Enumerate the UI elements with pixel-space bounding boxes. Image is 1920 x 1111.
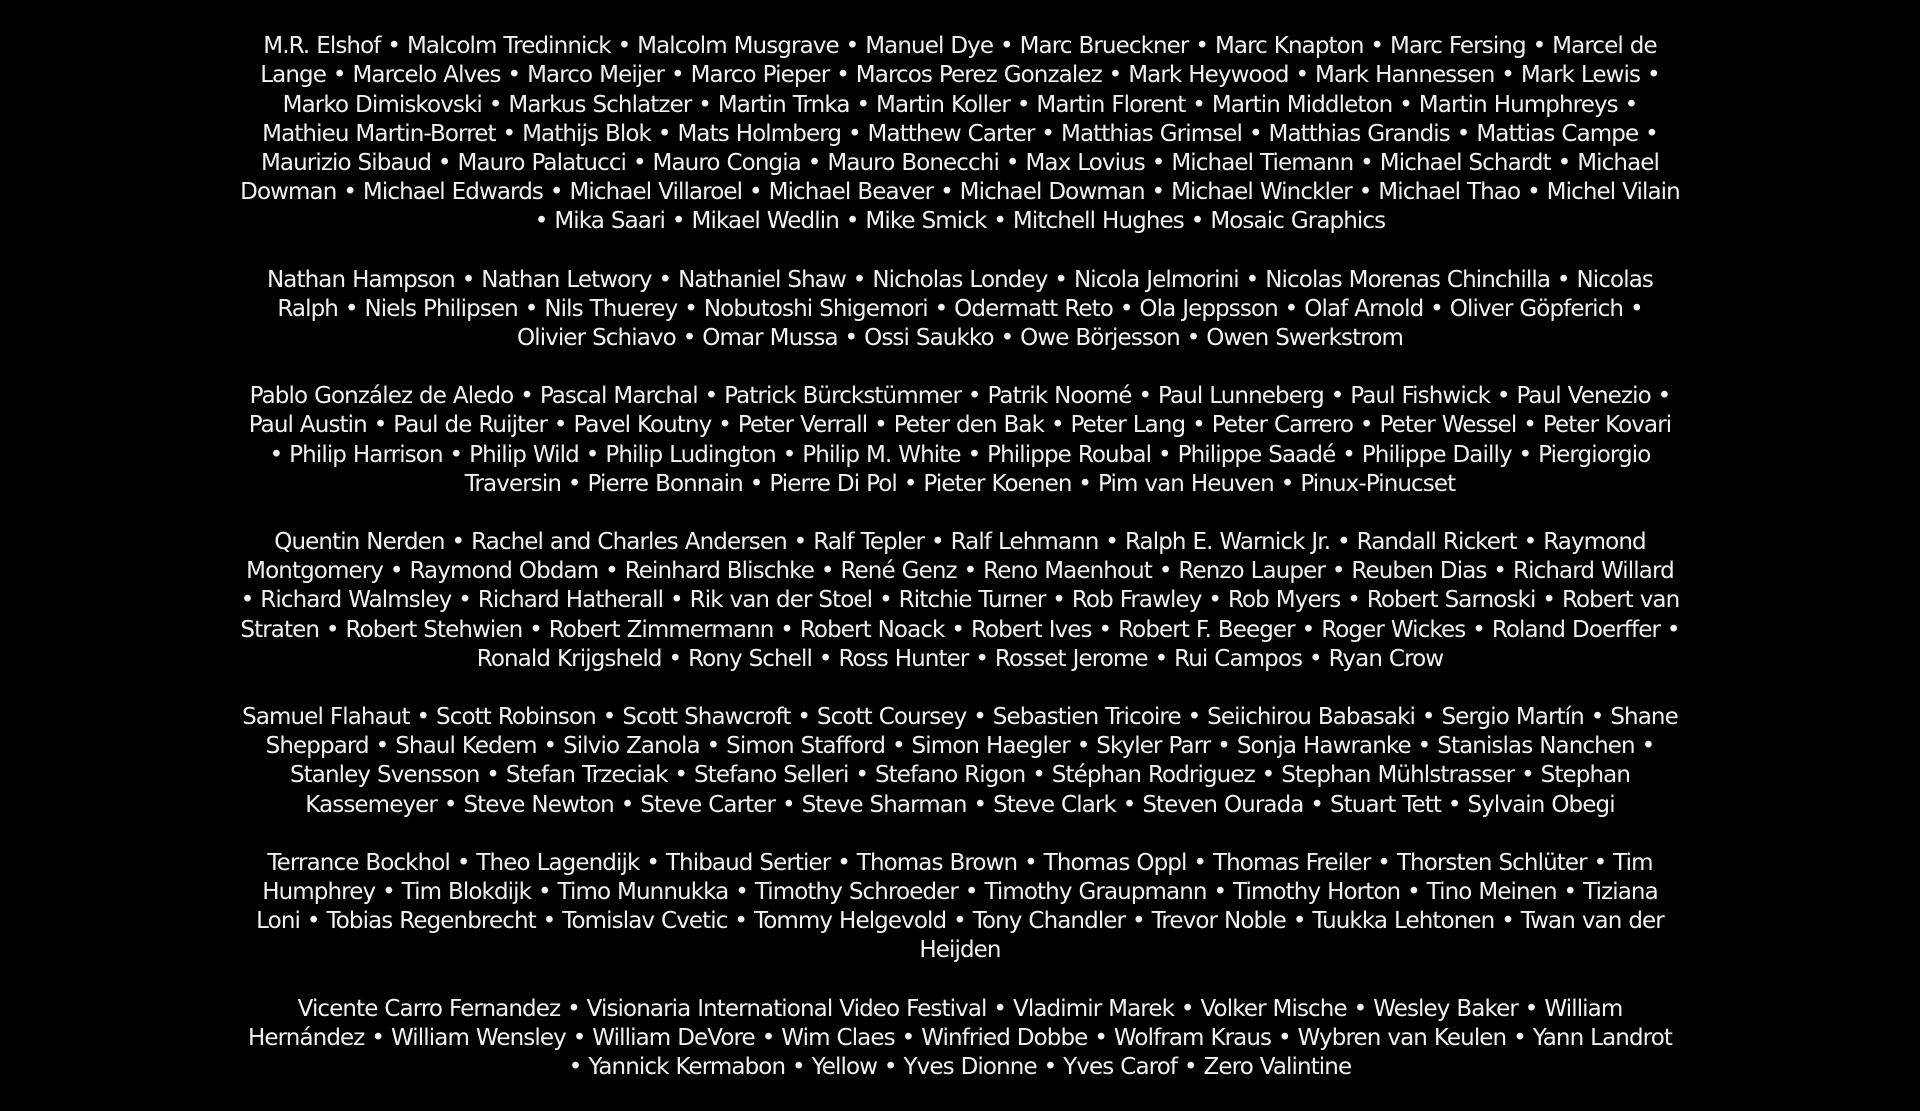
credits-paragraph-s: Samuel Flahaut • Scott Robinson • Scott Shawcroft • Scott Coursey • Sebastien Tricoire • Seiichirou Babasaki • Sergio Martín • Shane Sheppard • Shaul Kedem • Silvio Zanola • Simon Stafford • Simon Haegler • Skyler Parr • Sonja Hawranke • Stanislas Nanchen • Stanley Svensson • Stefan Trzeciak • Stefano Selleri • Stefano Rigon • Stéphan Rodriguez • Stephan Mühlstrasser • Stephan Kassemeyer • Steve Newton • Steve Carter • Steve Sharman • Steve Clark • Steven Ourada • Stuart Tett • Sylvain Obegi: [242, 704, 1678, 818]
credits-paragraph-p: Pablo González de Aledo • Pascal Marchal • Patrick Bürckstümmer • Patrik Noomé • Paul Lunneberg • Paul Fishwick • Paul Venezio • Paul Austin • Paul de Ruijter • Pavel Koutny • Peter Verrall • Peter den Bak • Peter Lang • Peter Carrero • Peter Wessel • Peter Kovari • Philip Harrison • Philip Wild • Philip Ludington • Philip M. White • Philippe Roubal • Philippe Saadé • Philippe Dailly • Piergiorgio Traversin • Pierre Bonnain • Pierre Di Pol • Pieter Koenen • Pim van Heuven • Pinux-Pinucset: [248, 383, 1672, 497]
credits-paragraph-n-o: Nathan Hampson • Nathan Letwory • Nathaniel Shaw • Nicholas Londey • Nicola Jelmorini • Nicolas Morenas Chinchilla • Nicolas Ralph • Niels Philipsen • Nils Thuerey • Nobutoshi Shigemori • Odermatt Reto • Ola Jeppsson • Olaf Arnold • Oliver Göpferich • Olivier Schiavo • Omar Mussa • Ossi Saukko • Owe Börjesson • Owen Swerkstrom: [267, 266, 1653, 352]
credits-paragraph-m: M.R. Elshof • Malcolm Tredinnick • Malcolm Musgrave • Manuel Dye • Marc Brueckner • Marc Knapton • Marc Fersing • Marcel de Lange • Marcelo Alves • Marco Meijer • Marco Pieper • Marcos Perez Gonzalez • Mark Heywood • Mark Hannessen • Mark Lewis • Marko Dimiskovski • Markus Schlatzer • Martin Trnka • Martin Koller • Martin Florent • Martin Middleton • Martin Humphreys • Mathieu Martin-Borret • Mathijs Blok • Mats Holmberg • Matthew Carter • Matthias Grimsel • Matthias Grandis • Mattias Campe • Maurizio Sibaud • Mauro Palatucci • Mauro Congia • Mauro Bonecchi • Max Lovius • Michael Tiemann • Michael Schardt • Michael Dowman • Michael Edwards • Michael Villaroel • Michael Beaver • Michael Dowman • Michael Winckler • Michael Thao • Michel Vilain • Mika Saari • Mikael Wedlin • Mike Smick • Mitchell Hughes • Mosaic Graphics: [240, 33, 1680, 235]
credits-paragraph-v-z: Vicente Carro Fernandez • Visionaria International Video Festival • Vladimir Marek • Volker Mische • Wesley Baker • William Hernández • William Wensley • William DeVore • Wim Claes • Winfried Dobbe • Wolfram Kraus • Wybren van Keulen • Yann Landrot • Yannick Kermabon • Yellow • Yves Dionne • Yves Carof • Zero Valintine: [248, 995, 1672, 1081]
credits-paragraph-t: Terrance Bockhol • Theo Lagendijk • Thibaud Sertier • Thomas Brown • Thomas Oppl • Thomas Freiler • Thorsten Schlüter • Tim Humphrey • Tim Blokdijk • Timo Munnukka • Timothy Schroeder • Timothy Graupmann • Timothy Horton • Tino Meinen • Tiziana Loni • Tobias Regenbrecht • Tomislav Cvetic • Tommy Helgevold • Tony Chandler • Trevor Noble • Tuukka Lehtonen • Twan van der Heijden: [256, 849, 1664, 964]
credits-paragraph-q-r: Quentin Nerden • Rachel and Charles Andersen • Ralf Tepler • Ralf Lehmann • Ralph E. Warnick Jr. • Randall Rickert • Raymond Montgomery • Raymond Obdam • Reinhard Blischke • René Genz • Reno Maenhout • Renzo Lauper • Reuben Dias • Richard Willard • Richard Walmsley • Richard Hatherall • Rik van der Stoel • Ritchie Turner • Rob Frawley • Rob Myers • Robert Sarnoski • Robert van Straten • Robert Stehwien • Robert Zimmermann • Robert Noack • Robert Ives • Robert F. Beeger • Roger Wickes • Roland Doerffer • Ronald Krijgsheld • Rony Schell • Ross Hunter • Rosset Jerome • Rui Campos • Ryan Crow: [240, 529, 1680, 672]
credits-paragraph-l: [240, 0, 1680, 3]
